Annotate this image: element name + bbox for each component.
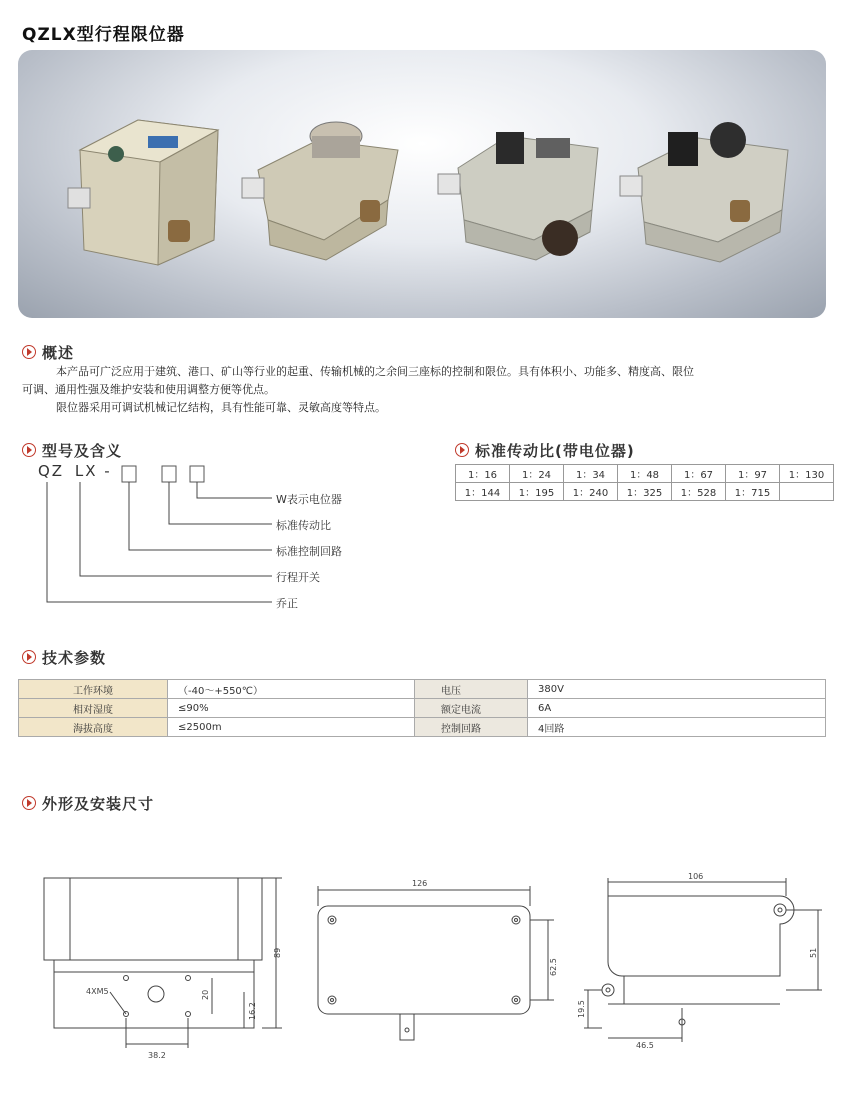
model-code-lx: LX bbox=[74, 462, 98, 480]
table-row bbox=[456, 465, 834, 483]
ratio-cell: 1：325 bbox=[618, 483, 672, 501]
play-bullet-icon bbox=[22, 443, 36, 457]
dim-20: 20 bbox=[201, 989, 210, 1000]
product-image-2 bbox=[242, 122, 398, 260]
overview-line-1: 本产品可广泛应用于建筑、港口、矿山等行业的起重、传输机械的之余间三座标的控制和限位。具有体积小、功能多、精度高、限位 bbox=[56, 365, 694, 378]
product-image-1 bbox=[68, 120, 218, 265]
page-title: QZLX型行程限位器 bbox=[22, 25, 185, 45]
ratio-table bbox=[455, 464, 834, 501]
dim-16-2: 16.2 bbox=[248, 1002, 257, 1020]
overview-text bbox=[22, 363, 834, 417]
tech-label: 工作环境 bbox=[19, 680, 168, 699]
product-image-4 bbox=[620, 122, 788, 262]
play-bullet-icon bbox=[22, 650, 36, 664]
model-label-brand: 乔正 bbox=[276, 597, 298, 610]
table-row bbox=[19, 718, 826, 737]
overview-line-3: 限位器采用可调试机械记忆结构，具有性能可靠、灵敏高度等特点。 bbox=[56, 401, 386, 414]
ratio-cell bbox=[780, 483, 834, 501]
dim-51: 51 bbox=[809, 947, 818, 958]
ratio-cell: 1：24 bbox=[510, 465, 564, 483]
base-view-drawing bbox=[574, 868, 836, 1068]
table-row bbox=[456, 483, 834, 501]
model-label-circuit: 标准控制回路 bbox=[276, 545, 342, 558]
tech-value: 4回路 bbox=[528, 718, 826, 737]
tech-table bbox=[18, 679, 826, 737]
product-photo-banner bbox=[18, 50, 826, 318]
tech-label: 控制回路 bbox=[415, 718, 528, 737]
top-view-drawing bbox=[308, 872, 578, 1072]
ratio-cell: 1：195 bbox=[510, 483, 564, 501]
ratio-cell: 1：240 bbox=[564, 483, 618, 501]
tech-label: 额定电流 bbox=[415, 699, 528, 718]
overview-line-2: 可调、通用性强及维护安装和使用调整方便等优点。 bbox=[22, 383, 275, 396]
dim-38-2: 38.2 bbox=[148, 1051, 166, 1060]
ratio-cell: 1：528 bbox=[672, 483, 726, 501]
tech-value: ≤90% bbox=[168, 699, 415, 718]
model-diagram bbox=[30, 460, 360, 620]
ratio-cell: 1：16 bbox=[456, 465, 510, 483]
overview-heading: 概述 bbox=[22, 342, 74, 363]
ratio-cell: 1：67 bbox=[672, 465, 726, 483]
dim-126: 126 bbox=[412, 879, 428, 888]
ratio-cell: 1：715 bbox=[726, 483, 780, 501]
model-heading: 型号及含义 bbox=[22, 440, 122, 461]
play-bullet-icon bbox=[455, 443, 469, 457]
dims-heading: 外形及安装尺寸 bbox=[22, 793, 154, 814]
product-image-3 bbox=[438, 132, 598, 260]
model-code-dash: - bbox=[104, 462, 112, 480]
model-label-w: W表示电位器 bbox=[276, 493, 342, 506]
tech-label: 电压 bbox=[415, 680, 528, 699]
product-images bbox=[18, 50, 826, 318]
model-label-ratio: 标准传动比 bbox=[276, 519, 331, 532]
dim-4xm5: 4XM5 bbox=[86, 987, 109, 996]
tech-value: ≤2500m bbox=[168, 718, 415, 737]
tech-value: 380V bbox=[528, 680, 826, 699]
tech-value: 6A bbox=[528, 699, 826, 718]
model-code-qz: QZ bbox=[38, 462, 65, 480]
ratio-cell: 1：48 bbox=[618, 465, 672, 483]
dim-106: 106 bbox=[688, 872, 704, 881]
ratio-cell: 1：130 bbox=[780, 465, 834, 483]
play-bullet-icon bbox=[22, 345, 36, 359]
ratio-heading: 标准传动比(带电位器) bbox=[455, 440, 635, 461]
tech-value: （-40～+550℃） bbox=[168, 680, 415, 699]
tech-heading: 技术参数 bbox=[22, 647, 106, 668]
tech-label: 相对湿度 bbox=[19, 699, 168, 718]
dim-19-5: 19.5 bbox=[577, 1000, 586, 1018]
ratio-cell: 1：97 bbox=[726, 465, 780, 483]
ratio-cell: 1：34 bbox=[564, 465, 618, 483]
dim-46-5: 46.5 bbox=[636, 1041, 654, 1050]
table-row bbox=[19, 699, 826, 718]
ratio-cell: 1：144 bbox=[456, 483, 510, 501]
table-row bbox=[19, 680, 826, 699]
side-view-drawing bbox=[30, 868, 300, 1068]
play-bullet-icon bbox=[22, 796, 36, 810]
dim-62-5: 62.5 bbox=[549, 958, 558, 976]
model-label-switch: 行程开关 bbox=[276, 571, 320, 584]
tech-label: 海拔高度 bbox=[19, 718, 168, 737]
dim-89: 89 bbox=[273, 947, 282, 958]
